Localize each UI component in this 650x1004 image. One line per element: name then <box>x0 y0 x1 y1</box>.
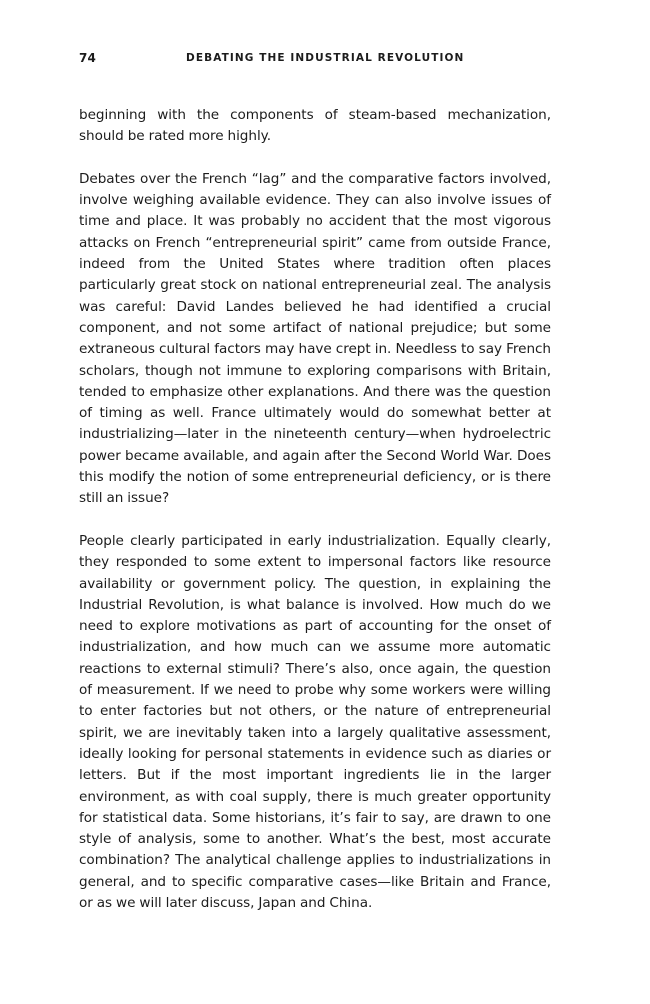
running-title: DEBATING THE INDUSTRIAL REVOLUTION <box>186 52 465 64</box>
paragraph-french-lag: Debates over the French “lag” and the comparative factors involved, involve weighing available evidence. They can also involve issues of time and place. It was probably no accident that the most vigorous attacks on French “entrepreneurial spirit” came from outside France, indeed from the United States where tradition often places particularly great stock on national entrepreneurial zeal. The analysis was careful: David Landes believed he had identified a crucial component, and not some artifact of national prejudice; but some extraneous cultural factors may have crept in. Needless to say French scholars, though not immune to exploring comparisons with Britain, tended to emphasize other explanations. And there was the question of timing as well. France ultimately would do somewhat better at industrializing—later in the nineteenth century—when hydroelectric power became available, and again after the Second World War. Does this modify the notion of some entrepreneurial deficiency, or is there still an issue? <box>79 170 551 507</box>
running-header <box>79 51 551 71</box>
body-text <box>79 105 551 914</box>
page-number: 74 <box>79 51 97 65</box>
paragraph-participation: People clearly participated in early industrialization. Equally clearly, they responded to some extent to impersonal factors like resource availability or government policy. The question, in explaining the Industrial Revolution, is what balance is involved. How much do we need to explore motivations as part of accounting for the onset of industrialization, and how much can we assume more automatic reactions to external stimuli? There’s also, once again, the question of measurement. If we need to probe why some workers were willing to enter factories but not others, or the nature of entrepreneurial spirit, we are inevitably taken into a largely qualitative assessment, ideally looking for personal statements in evidence such as diaries or letters. But if the most important ingredients lie in the larger environment, as with coal supply, there is much greater opportunity for statistical data. Some historians, it’s fair to say, are drawn to one style of analysis, some to another. What’s the best, most accurate combination? The analytical challenge applies to industrializations in general, and to specific comparative cases—like Britain and France, or as we will later discuss, Japan and China. <box>79 532 551 911</box>
paragraph-continuation: beginning with the components of steam-based mechanization, should be rated more highly. <box>79 107 551 145</box>
